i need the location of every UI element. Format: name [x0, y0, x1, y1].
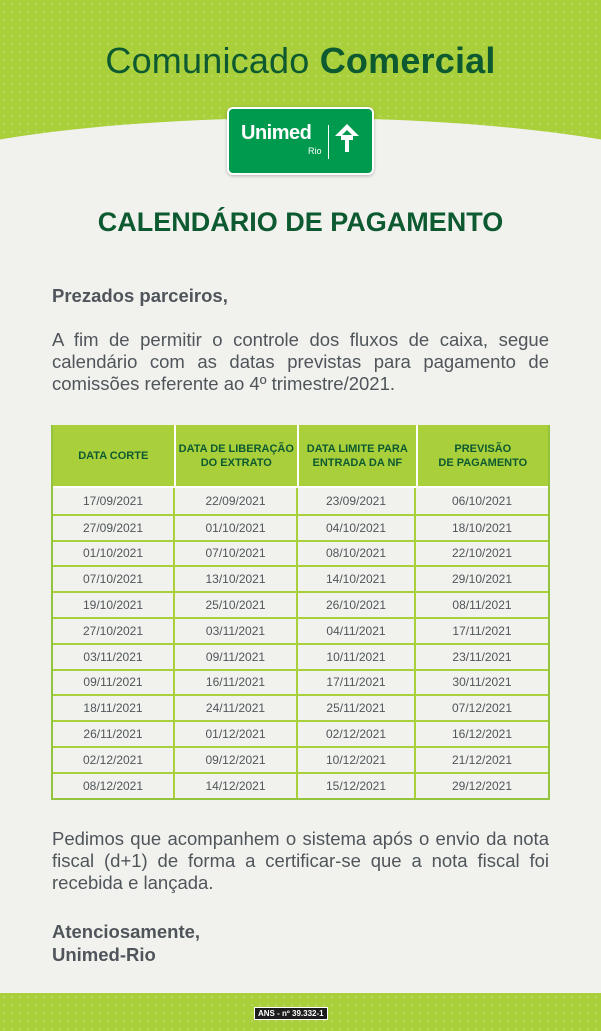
- table-cell: 23/09/2021: [298, 488, 416, 514]
- table-cell: 04/11/2021: [298, 619, 416, 643]
- table-cell: 19/10/2021: [53, 593, 175, 617]
- table-row: [53, 565, 548, 591]
- table-row: [53, 514, 548, 540]
- table-row: [53, 643, 548, 669]
- table-cell: 16/11/2021: [175, 671, 298, 695]
- table-cell: 01/10/2021: [53, 542, 175, 566]
- table-cell: 22/10/2021: [451, 546, 513, 561]
- table-cell: 01/10/2021: [175, 516, 298, 540]
- table-cell: 29/10/2021: [451, 572, 513, 587]
- table-cell: 29/12/2021: [451, 778, 513, 793]
- table-cell: 09/12/2021: [175, 748, 298, 772]
- table-cell: 09/11/2021: [53, 671, 175, 695]
- page-title: [0, 40, 601, 82]
- signature-line2: Unimed-Rio: [52, 944, 156, 965]
- header-line: ENTRADA DA NF: [312, 456, 403, 469]
- table-cell: 07/10/2021: [175, 542, 298, 566]
- table-row: [53, 488, 548, 514]
- table-header-cell: [53, 425, 176, 486]
- title-bold: Comercial: [319, 40, 496, 81]
- table-header-cell: [418, 425, 548, 486]
- table-cell: 14/12/2021: [175, 774, 298, 798]
- table-row: [53, 694, 548, 720]
- logo-divider: [328, 125, 329, 159]
- table-header-cell: [176, 425, 300, 486]
- table-cell: 14/10/2021: [298, 567, 416, 591]
- table-cell: 10/11/2021: [298, 645, 416, 669]
- table-cell: 18/10/2021: [451, 520, 513, 535]
- header-line: DATA CORTE: [78, 449, 149, 462]
- table-cell: 08/11/2021: [452, 598, 512, 613]
- table-cell: 02/12/2021: [53, 748, 175, 772]
- table-cell: 03/11/2021: [53, 645, 175, 669]
- payment-calendar-table: [51, 425, 550, 800]
- table-cell: 21/12/2021: [451, 752, 513, 767]
- table-row: [53, 669, 548, 695]
- table-row: [53, 720, 548, 746]
- table-cell: 26/11/2021: [53, 722, 175, 746]
- table-row: [53, 540, 548, 566]
- table-cell: 06/10/2021: [451, 493, 513, 508]
- unimed-tree-icon: [335, 124, 359, 152]
- table-row: [53, 772, 548, 798]
- table-cell: 09/11/2021: [175, 645, 298, 669]
- table-body: [53, 486, 548, 798]
- signature-line1: Atenciosamente,: [52, 921, 201, 942]
- table-cell: 27/09/2021: [53, 516, 175, 540]
- closing-text: Pedimos que acompanhem o sistema após o envio da nota fiscal (d+1) de forma a certificar-se que a nota fiscal foi recebida e lançada.: [52, 828, 549, 893]
- table-cell: 22/09/2021: [175, 488, 298, 514]
- table-cell: 15/12/2021: [298, 774, 416, 798]
- table-cell: 25/10/2021: [175, 593, 298, 617]
- table-cell: 03/11/2021: [175, 619, 298, 643]
- table-cell: 07/12/2021: [451, 701, 513, 716]
- table-header: [53, 425, 548, 486]
- table-header-cell: [299, 425, 418, 486]
- table-cell: 23/11/2021: [452, 649, 512, 664]
- section-heading: CALENDÁRIO DE PAGAMENTO: [97, 207, 504, 237]
- intro-text: A fim de permitir o controle dos fluxos de caixa, segue calendário com as datas previstas para pagamento de comissões referente ao 4º trimestre/2021.: [52, 329, 549, 394]
- header-line: DE PAGAMENTO: [438, 456, 528, 469]
- table-cell: 08/12/2021: [53, 774, 175, 798]
- greeting-text: Prezados parceiros,: [52, 285, 228, 306]
- table-cell: 17/11/2021: [452, 623, 512, 638]
- table-row: [53, 746, 548, 772]
- table-cell: 16/12/2021: [451, 727, 513, 742]
- logo-name: Unimed: [241, 122, 312, 144]
- table-cell: 27/10/2021: [53, 619, 175, 643]
- table-cell: 10/12/2021: [298, 748, 416, 772]
- header-line: DATA DE LIBERAÇÃO: [178, 442, 294, 455]
- unimed-logo: [227, 107, 374, 175]
- table-cell: 24/11/2021: [175, 696, 298, 720]
- table-cell: 30/11/2021: [452, 675, 512, 690]
- signature: [52, 920, 549, 966]
- table-cell: 01/12/2021: [175, 722, 298, 746]
- ans-badge: ANS - nº 39.332-1: [254, 1007, 328, 1020]
- table-row: [53, 591, 548, 617]
- header-line: DO EXTRATO: [200, 456, 272, 469]
- header-line: DATA LIMITE PARA: [306, 442, 408, 455]
- table-cell: 17/11/2021: [298, 671, 416, 695]
- table-cell: 04/10/2021: [298, 516, 416, 540]
- title-light: Comunicado: [105, 40, 310, 81]
- table-cell: 13/10/2021: [175, 567, 298, 591]
- table-cell: 02/12/2021: [298, 722, 416, 746]
- table-cell: 08/10/2021: [298, 542, 416, 566]
- header-line: PREVISÃO: [454, 442, 512, 455]
- table-cell: 25/11/2021: [298, 696, 416, 720]
- table-cell: 17/09/2021: [53, 488, 175, 514]
- table-cell: 26/10/2021: [298, 593, 416, 617]
- table-cell: 18/11/2021: [53, 696, 175, 720]
- table-row: [53, 617, 548, 643]
- logo-sub: Rio: [308, 146, 322, 156]
- table-cell: 07/10/2021: [53, 567, 175, 591]
